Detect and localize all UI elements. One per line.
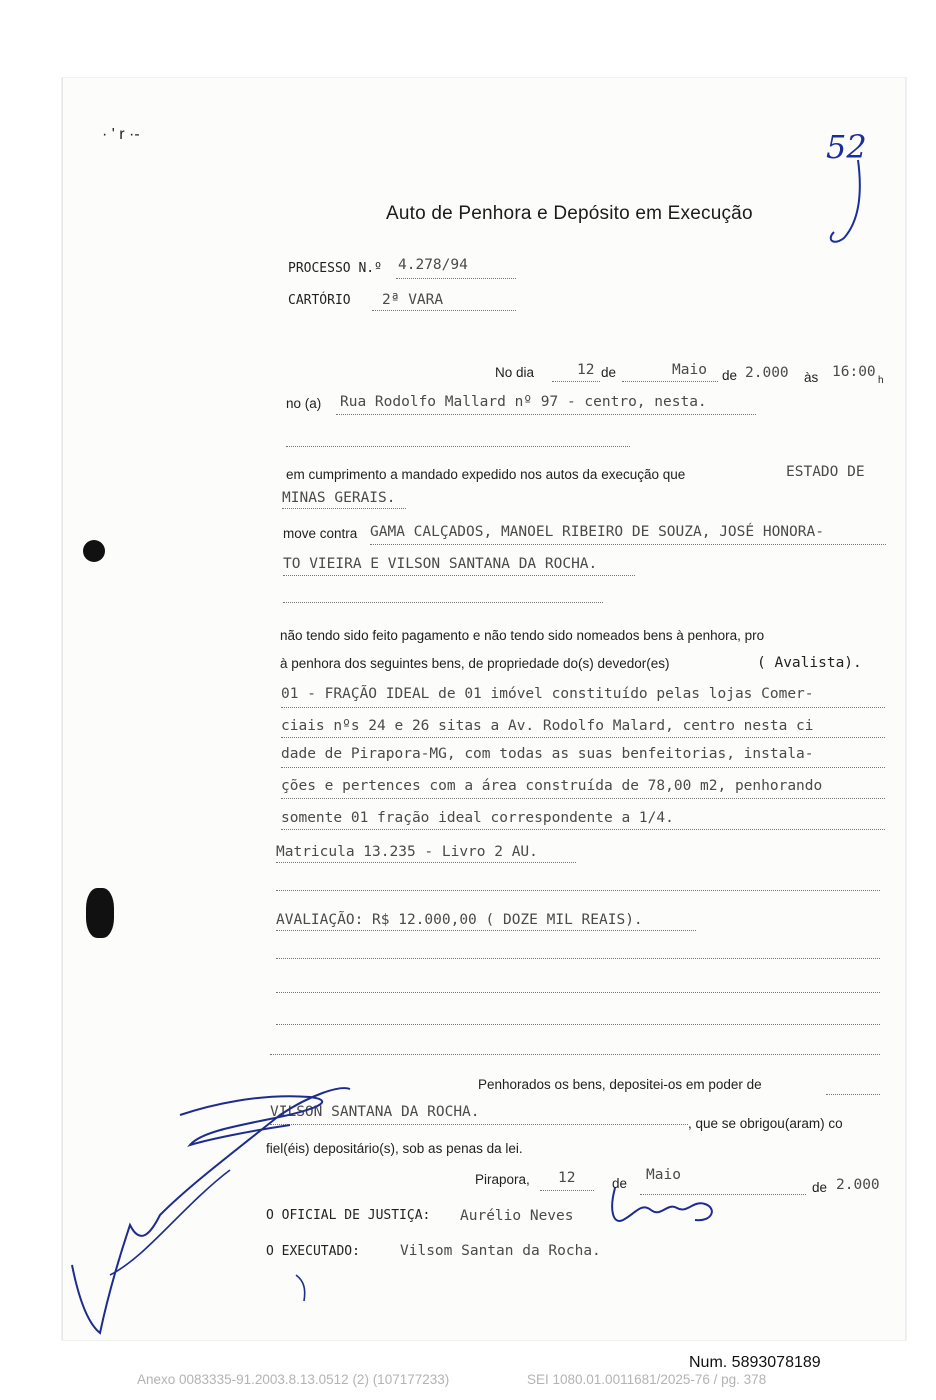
page-mark-stroke	[820, 150, 870, 250]
exequente-line-2: MINAS GERAIS.	[282, 490, 396, 506]
closing-year: 2.000	[836, 1177, 880, 1193]
date-day: 12	[577, 362, 595, 378]
processo-label: PROCESSO N.º	[288, 261, 382, 276]
avalista: ( Avalista).	[757, 655, 862, 671]
date-de-2: de	[722, 368, 738, 383]
date-time-suffix: h	[878, 375, 884, 386]
penhora-line-2: à penhora dos seguintes bens, de propriedade do(s) devedor(es)	[280, 656, 670, 671]
blank-line-2	[283, 602, 603, 603]
blank-line-7	[270, 1054, 880, 1055]
binder-hole-mark-top	[83, 540, 105, 562]
exequente-underline-2	[282, 508, 406, 509]
cartorio-value: 2ª VARA	[382, 292, 444, 308]
date-as: às	[804, 370, 819, 385]
avaliacao-underline	[276, 930, 696, 931]
cartorio-label: CARTÓRIO	[288, 293, 351, 308]
blank-line-4	[276, 958, 880, 959]
processo-underline	[396, 278, 516, 279]
move-contra-label: move contra	[283, 526, 358, 541]
bens-line-5: somente 01 fração ideal correspondente a 1/4.	[281, 810, 674, 826]
closing-day: 12	[558, 1170, 576, 1186]
deposito-line-3: fiel(éis) depositário(s), sob as penas da lei.	[266, 1141, 523, 1156]
closing-de-1: de	[612, 1176, 628, 1191]
deposito-line-1: Penhorados os bens, depositei-os em poder de	[478, 1077, 762, 1092]
date-month-underline	[622, 381, 718, 382]
executado-name: Vilsom Santan da Rocha.	[400, 1243, 601, 1259]
bens-line-6: Matricula 13.235 - Livro 2 AU.	[276, 844, 538, 860]
bens-underline-6	[276, 862, 576, 863]
penhora-line-1: não tendo sido feito pagamento e não tendo sido nomeados bens à penhora, pro	[280, 628, 765, 643]
closing-day-underline	[540, 1190, 594, 1191]
date-day-underline	[552, 381, 600, 382]
bens-line-1: 01 - FRAÇÃO IDEAL de 01 imóvel constituído pelas lojas Comer-	[281, 686, 814, 702]
blank-line-5	[276, 992, 880, 993]
bens-line-4: ções e pertences com a área construída de 78,00 m2, penhorando	[281, 778, 823, 794]
depositario-name: VILSON SANTANA DA ROCHA.	[270, 1104, 480, 1120]
bens-line-2: ciais nºs 24 e 26 sitas a Av. Rodolfo Malard, centro nesta ci	[281, 718, 814, 734]
bens-line-3: dade de Pirapora-MG, com todas as suas benfeitorias, instala-	[281, 746, 814, 762]
blank-line-6	[276, 1024, 880, 1025]
blank-line-3	[276, 890, 880, 891]
date-month: Maio	[672, 362, 707, 378]
page-mark: 52	[826, 128, 867, 166]
deposito-line-2-suffix: , que se obrigou(aram) co	[688, 1116, 843, 1131]
bens-underline-4	[281, 798, 885, 799]
closing-de-2: de	[812, 1180, 828, 1195]
blank-line-1	[286, 446, 630, 447]
bens-underline-3	[281, 767, 885, 768]
footer-sei: SEI 1080.01.0011681/2025-76 / pg. 378	[527, 1372, 767, 1387]
document-number: Num. 5893078189	[689, 1354, 821, 1371]
executados-line-1: GAMA CALÇADOS, MANOEL RIBEIRO DE SOUZA, JOSÉ HONORA-	[370, 524, 824, 540]
document-title: Auto de Penhora e Depósito em Execução	[386, 203, 753, 224]
exequente-line-1: ESTADO DE	[786, 464, 865, 480]
date-time: 16:00	[832, 364, 876, 380]
executados-line-2: TO VIEIRA E VILSON SANTANA DA ROCHA.	[283, 556, 598, 572]
executado-signature	[60, 1075, 360, 1345]
bens-underline-1	[281, 707, 885, 708]
scan-speckle: · ' r ·-	[102, 126, 140, 143]
date-de-1: de	[601, 365, 617, 380]
address-value: Rua Rodolfo Mallard nº 97 - centro, nesta.	[340, 394, 707, 410]
oficial-name: Aurélio Neves	[460, 1208, 574, 1224]
binder-hole-mark-bottom	[86, 888, 114, 938]
footer-anexo: Anexo 0083335-91.2003.8.13.0512 (2) (107177233)	[137, 1372, 450, 1387]
avaliacao: AVALIAÇÃO: R$ 12.000,00 ( DOZE MIL REAIS).	[276, 912, 643, 928]
address-prefix: no (a)	[286, 396, 322, 411]
oficial-label: O OFICIAL DE JUSTIÇA:	[266, 1208, 431, 1223]
mandado-text: em cumprimento a mandado expedido nos autos da execução que	[286, 467, 686, 482]
closing-city: Pirapora,	[475, 1172, 530, 1187]
address-underline	[336, 414, 756, 415]
executado-label: O EXECUTADO:	[266, 1244, 360, 1259]
bens-underline-5	[281, 829, 885, 830]
deposito-underline-1	[826, 1094, 880, 1095]
executados-underline-2	[283, 575, 635, 576]
no-dia-label: No dia	[495, 365, 535, 380]
cartorio-underline	[372, 310, 516, 311]
bens-underline-2	[281, 737, 885, 738]
closing-month: Maio	[646, 1167, 681, 1183]
processo-value: 4.278/94	[398, 257, 468, 273]
oficial-signature	[595, 1180, 725, 1240]
date-year: 2.000	[745, 365, 789, 381]
executados-underline-1	[370, 544, 886, 545]
